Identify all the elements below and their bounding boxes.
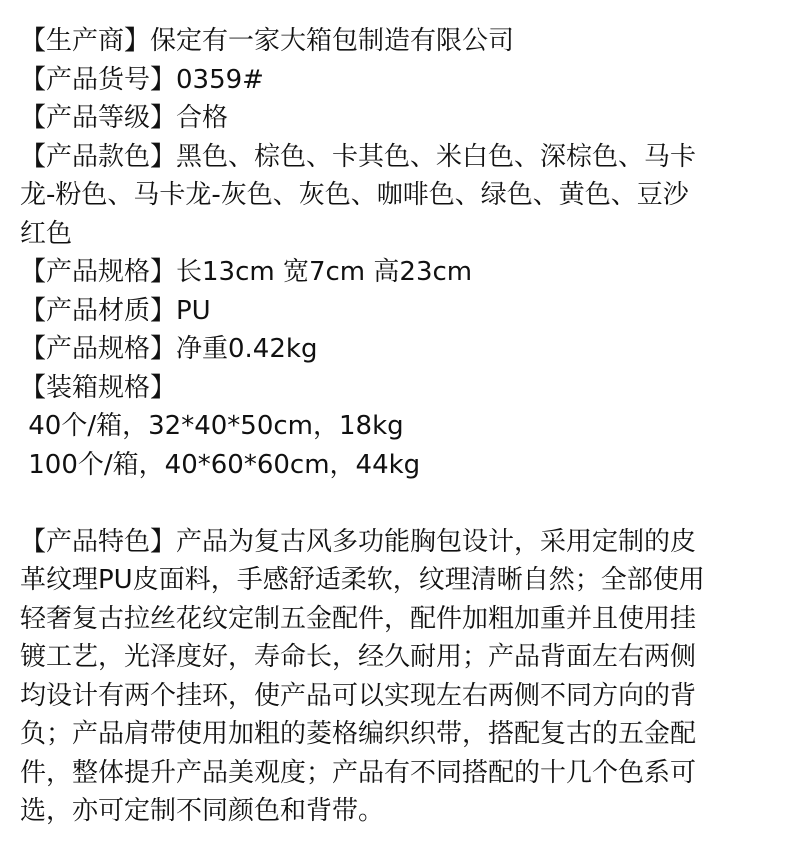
product-colors-line: 红色	[20, 218, 73, 249]
product-colors-line: 【产品款色】黑色、棕色、卡其色、米白色、深棕色、马卡	[20, 141, 697, 172]
product-colors-line: 龙-粉色、马卡龙-灰色、灰色、咖啡色、绿色、黄色、豆沙	[20, 180, 689, 210]
product-features-line: 革纹理PU皮面料，手感舒适柔软，纹理清晰自然；全部使用	[20, 565, 705, 595]
packing-spec-line: 100个/箱，40*60*60cm，44kg	[20, 449, 421, 480]
packing-spec-heading: 【装箱规格】	[20, 372, 177, 403]
product-code-line: 【产品货号】0359#	[20, 64, 264, 95]
blank-line	[20, 484, 760, 523]
product-description	[0, 22, 790, 831]
manufacturer-line: 【生产商】保定有一家大箱包制造有限公司	[20, 26, 515, 56]
packing-spec-line: 40个/箱，32*40*50cm，18kg	[20, 411, 404, 441]
product-features-line: 件，整体提升产品美观度；产品有不同搭配的十几个色系可	[20, 757, 697, 788]
product-features-line: 镀工艺，光泽度好，寿命长，经久耐用；产品背面左右两侧	[20, 642, 697, 672]
product-features-line: 选，亦可定制不同颜色和背带。	[20, 796, 385, 826]
product-size-line: 【产品规格】长13cm 宽7cm 高23cm	[20, 257, 473, 287]
product-features-line: 【产品特色】产品为复古风多功能胸包设计，采用定制的皮	[20, 526, 697, 557]
product-features-line: 负；产品肩带使用加粗的菱格编织织带，搭配复古的五金配	[20, 719, 697, 749]
product-features-line: 均设计有两个挂环，使产品可以实现左右两侧不同方向的背	[20, 680, 697, 711]
product-material-line: 【产品材质】PU	[20, 295, 211, 326]
product-grade-line: 【产品等级】合格	[20, 103, 229, 133]
product-weight-line: 【产品规格】净重0.42kg	[20, 334, 318, 364]
product-features-line: 轻奢复古拉丝花纹定制五金配件，配件加粗加重并且使用挂	[20, 603, 697, 634]
